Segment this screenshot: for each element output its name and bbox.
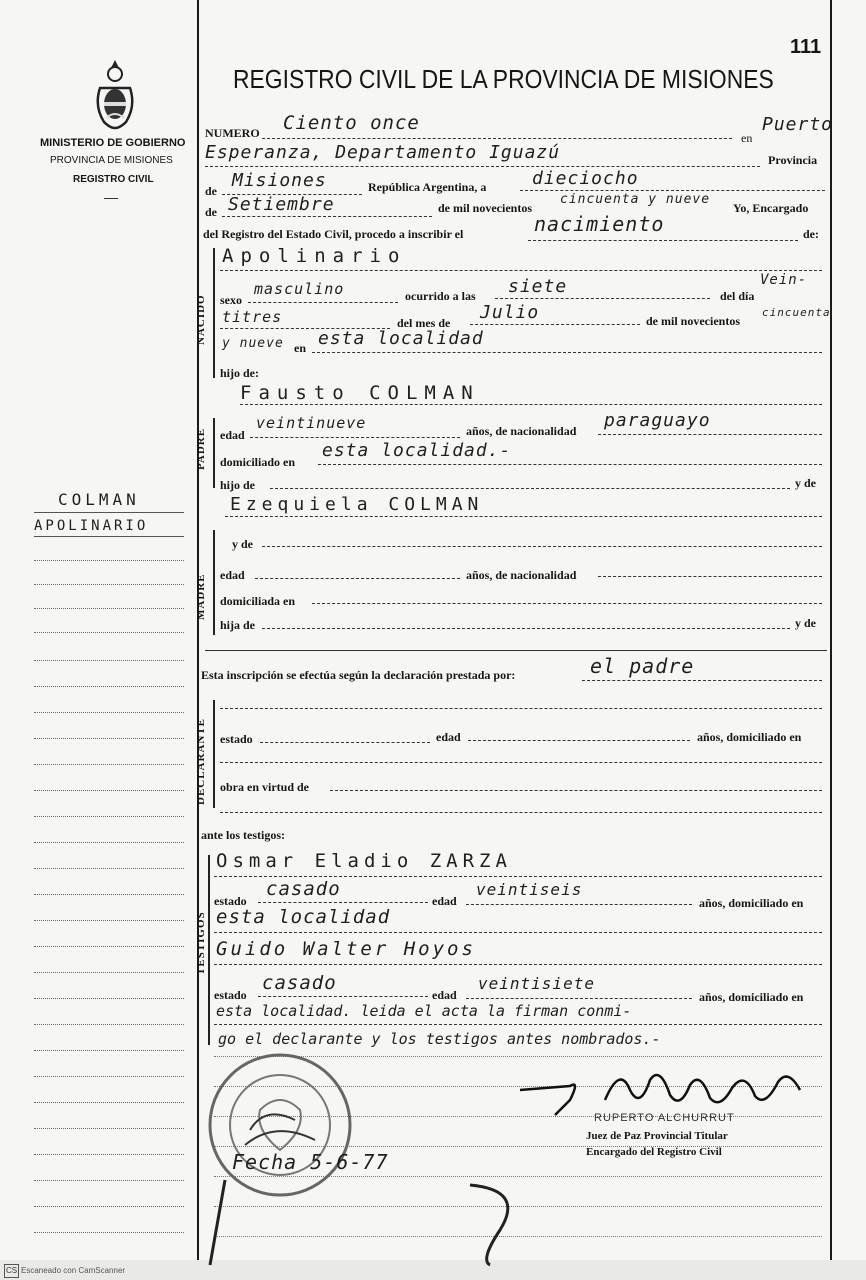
camscanner-logo: CS xyxy=(4,1264,19,1278)
hw-dia-2: titres xyxy=(222,308,283,326)
page-number: 111 xyxy=(790,36,822,58)
label-estado-decl: estado xyxy=(220,732,253,746)
label-de-2: de xyxy=(205,205,217,219)
coat-of-arms-emblem xyxy=(92,58,138,135)
label-de-mil: de mil novecientos xyxy=(438,201,532,215)
label-y-de-2: y de xyxy=(232,537,253,551)
label-anos-nac-madre: años, de nacionalidad xyxy=(466,568,577,582)
hw-domicilio-1: esta localidad xyxy=(216,906,391,928)
hw-lugar-2: Esperanza, Departamento Iguazú xyxy=(205,142,561,163)
hw-numero: Ciento once xyxy=(283,112,420,134)
label-anos-dom-t2: años, domiciliado en xyxy=(699,990,804,1004)
section-nacido: NACIDO xyxy=(195,294,207,345)
label-hijo-de: hijo de: xyxy=(220,366,259,380)
label-domiciliado-en: domiciliado en xyxy=(220,455,296,469)
label-y-de-3: y de xyxy=(795,616,816,630)
hw-anio-acta: cincuenta y nueve xyxy=(560,192,711,207)
scanner-mark: Escaneado con CamScanner xyxy=(21,1266,126,1275)
document-title: REGISTRO CIVIL DE LA PROVINCIA DE MISIONES xyxy=(233,64,774,94)
hw-declarante: el padre xyxy=(590,654,695,678)
hw-provincia: Misiones xyxy=(232,170,327,191)
pen-scribble xyxy=(200,1170,540,1275)
label-declaracion: Esta inscripción se efectúa según la declaración prestada por: xyxy=(201,668,516,682)
hw-edad-2: veintisiete xyxy=(478,974,595,993)
section-padre: PADRE xyxy=(195,427,207,470)
hw-nombre-nacido: Apolinario xyxy=(222,245,407,267)
label-en: en xyxy=(741,131,753,145)
label-estado-t2: estado xyxy=(214,988,247,1002)
signature-role: Juez de Paz Provincial Titular xyxy=(586,1130,728,1142)
label-republica: República Argentina, a xyxy=(368,180,487,194)
hw-lugar: Puerto xyxy=(762,114,834,135)
hw-mes: Julio xyxy=(480,302,540,323)
hw-anio-1: cincuenta xyxy=(762,306,831,319)
label-del-mes: del mes de xyxy=(397,316,451,330)
label-estado-t1: estado xyxy=(214,894,247,908)
hw-nacionalidad-padre: paraguayo xyxy=(604,410,711,431)
registry-label: REGISTRO CIVIL xyxy=(73,174,154,185)
label-yo-encargado: Yo, Encargado xyxy=(733,201,809,215)
hw-sexo: masculino xyxy=(254,280,345,298)
hw-estado-1: casado xyxy=(266,878,341,900)
label-ocurrido: ocurrido a las xyxy=(405,289,476,303)
label-en-2: en xyxy=(294,341,306,355)
label-de-mil-2: de mil novecientos xyxy=(646,314,740,328)
section-declarante: DECLARANTE xyxy=(195,717,207,805)
margin-surname: COLMAN xyxy=(58,490,140,509)
province-label: PROVINCIA DE MISIONES xyxy=(50,155,173,166)
hw-dia-acta: dieciocho xyxy=(532,168,639,189)
label-edad-madre: edad xyxy=(220,568,245,582)
label-edad-padre: edad xyxy=(220,428,245,442)
label-sexo: sexo xyxy=(220,293,242,307)
hw-cierre-1: esta localidad. leida el acta la firman conmi- xyxy=(216,1002,632,1020)
label-numero: NUMERO xyxy=(205,126,260,140)
label-de-1: de xyxy=(205,184,217,198)
section-madre: MADRE xyxy=(195,573,207,620)
hw-tipo: nacimiento xyxy=(534,212,665,236)
hw-abuela: Ezequiela COLMAN xyxy=(230,494,484,515)
label-domiciliada-en: domiciliada en xyxy=(220,594,296,608)
label-edad-t2: edad xyxy=(432,988,457,1002)
hw-hora: siete xyxy=(508,276,568,297)
label-de-colon: de: xyxy=(803,227,819,241)
label-provincia: Provincia xyxy=(768,153,818,167)
hw-lugar-nac: esta localidad xyxy=(318,328,484,349)
hw-anio-2: y nueve xyxy=(222,336,284,351)
hw-testigo-2: Guido Walter Hoyos xyxy=(216,938,476,960)
label-edad-t1: edad xyxy=(432,894,457,908)
ministry-label: MINISTERIO DE GOBIERNO xyxy=(40,137,186,149)
hw-edad-padre: veintinueve xyxy=(256,414,367,432)
hw-dia-1: Vein- xyxy=(760,272,808,288)
hw-testigo-1: Osmar Eladio ZARZA xyxy=(216,850,512,872)
label-edad-decl: edad xyxy=(436,730,461,744)
label-del-registro: del Registro del Estado Civil, procedo a inscribir el xyxy=(203,227,464,241)
label-y-de: y de xyxy=(795,476,816,490)
label-hija-de: hija de xyxy=(220,618,256,632)
label-ante-testigos: ante los testigos: xyxy=(201,828,285,842)
hw-domicilio-padre: esta localidad.- xyxy=(322,440,512,461)
hw-edad-1: veintiseis xyxy=(476,880,583,899)
hw-cierre-2: go el declarante y los testigos antes nombrados.- xyxy=(218,1030,661,1048)
section-testigos: TESTIGOS xyxy=(195,911,207,975)
signature-name: RUPERTO ALCHURRUT xyxy=(594,1112,735,1124)
margin-given-name: APOLINARIO xyxy=(34,518,149,534)
hw-mes-acta: Setiembre xyxy=(228,194,335,215)
label-anos-dom-t1: años, domiciliado en xyxy=(699,896,804,910)
label-obra: obra en virtud de xyxy=(220,780,310,794)
label-anos-nac-padre: años, de nacionalidad xyxy=(466,424,577,438)
hw-nota-sello: Fecha 5-6-77 xyxy=(232,1150,389,1174)
label-del-dia: del día xyxy=(720,289,755,303)
label-hijo: hijo de xyxy=(220,478,256,492)
hw-estado-2: casado xyxy=(262,972,337,994)
hw-padre: Fausto COLMAN xyxy=(240,382,480,404)
label-anos-dom-decl: años, domiciliado en xyxy=(697,730,802,744)
signature-office: Encargado del Registro Civil xyxy=(586,1146,722,1158)
